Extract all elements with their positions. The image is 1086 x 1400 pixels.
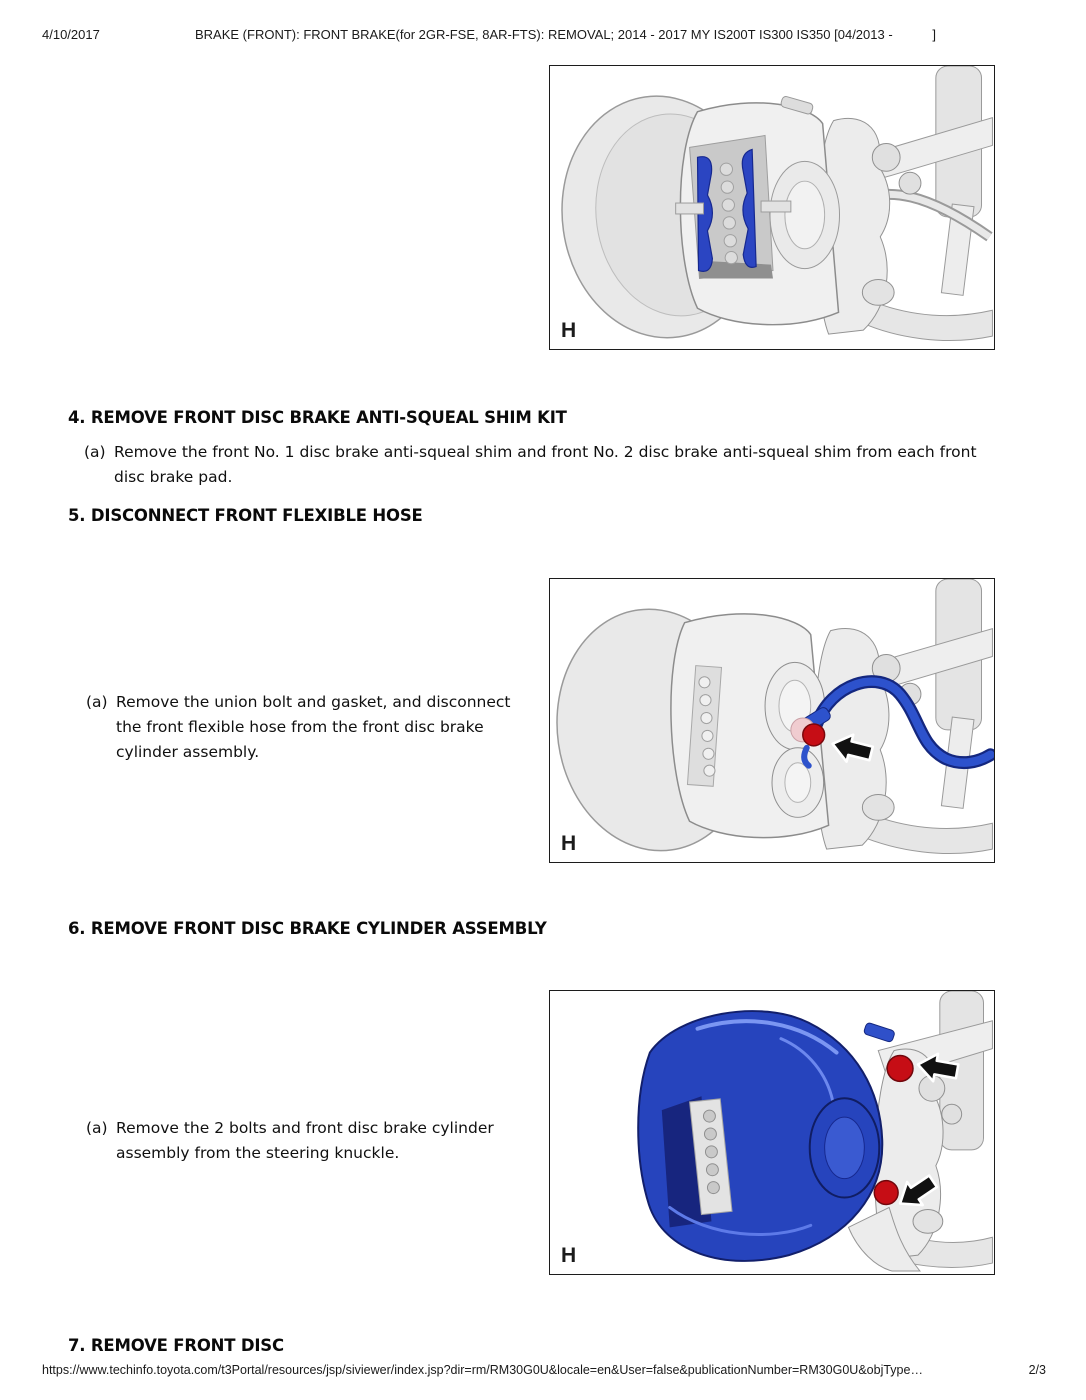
ball-joint-shape	[862, 279, 894, 305]
brake-caliper-shim-illustration	[550, 66, 994, 349]
figure-flexible-hose	[549, 578, 995, 863]
header-date: 4/10/2017	[42, 27, 100, 42]
union-bolt-highlight	[803, 724, 825, 746]
pad-pin-shape	[761, 201, 791, 212]
section-4-heading: 4. REMOVE FRONT DISC BRAKE ANTI-SQUEAL SHIM KIT	[68, 408, 567, 427]
step-label: (a)	[84, 443, 106, 461]
cylinder-boss-face	[825, 1117, 865, 1179]
step-text: Remove the union bolt and gasket, and disconnect the front flexible hose from the front disc brake cylinder assembly.	[116, 693, 511, 761]
section-4-step-a	[84, 440, 996, 490]
section-6-step-a	[86, 1116, 514, 1166]
mounting-bolt-highlight-lower	[874, 1181, 898, 1205]
figure-anti-squeal-shim	[549, 65, 995, 350]
ball-joint-shape	[913, 1209, 943, 1233]
step-label: (a)	[86, 693, 108, 711]
bushing-shape	[872, 143, 900, 171]
figure-label: H	[561, 1244, 577, 1267]
bushing-shape	[899, 172, 921, 194]
step-label: (a)	[86, 1119, 108, 1137]
mounting-bolt-highlight-upper	[887, 1056, 913, 1082]
flexible-hose-illustration	[550, 579, 994, 862]
cylinder-assembly-illustration	[550, 991, 994, 1274]
step-text: Remove the 2 bolts and front disc brake cylinder assembly from the steering knuckle.	[116, 1119, 494, 1162]
caliper-boss-face	[785, 181, 825, 249]
figure-label: H	[561, 832, 577, 855]
bleeder-plug-shape	[863, 1022, 895, 1043]
footer-page-indicator: 2/3	[1028, 1363, 1046, 1377]
figure-label: H	[561, 319, 577, 342]
figure-cylinder-assembly	[549, 990, 995, 1275]
section-6-heading: 6. REMOVE FRONT DISC BRAKE CYLINDER ASSEMBLY	[68, 919, 547, 938]
cylinder-boss-face	[785, 763, 811, 803]
bushing-shape	[942, 1104, 962, 1124]
pad-pin-shape	[676, 203, 704, 214]
ball-joint-shape	[862, 794, 894, 820]
section-5-step-a	[86, 690, 514, 765]
page-footer	[42, 1363, 1046, 1377]
footer-url: https://www.techinfo.toyota.com/t3Portal/resources/jsp/siviewer/index.jsp?dir=rm/RM30G0U&locale=en&User=false&publicationNumber=RM30G0U&objType…	[42, 1363, 923, 1377]
section-7-heading: 7. REMOVE FRONT DISC	[68, 1336, 284, 1355]
step-text: Remove the front No. 1 disc brake anti-squeal shim and front No. 2 disc brake anti-squeal shim from each front disc brake pad.	[114, 443, 977, 486]
header-title: BRAKE (FRONT): FRONT BRAKE(for 2GR-FSE, 8AR-FTS): REMOVAL; 2014 - 2017 MY IS200T IS300 IS350 [04/2013 - ]	[195, 27, 937, 42]
section-5-heading: 5. DISCONNECT FRONT FLEXIBLE HOSE	[68, 506, 423, 525]
